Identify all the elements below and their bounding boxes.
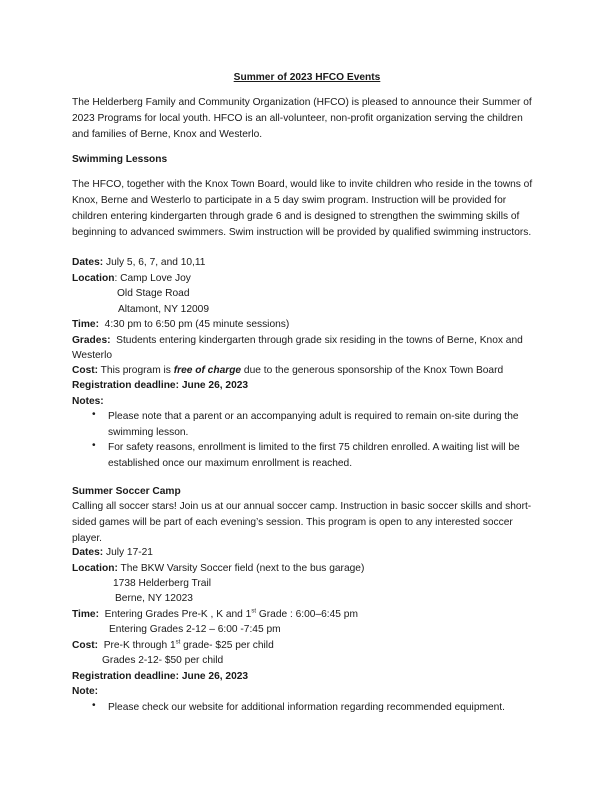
soccer-cost-line1-sup: st: [175, 639, 181, 646]
soccer-time: [72, 607, 358, 623]
soccer-time-line1-sup: st: [251, 608, 256, 615]
soccer-description: Calling all soccer stars! Join us at our annual soccer camp. Instruction in basic soccer skills and short-sided games will be part of each evening’s session. This program is open to any interested soccer player.: [72, 501, 532, 544]
swimming-location-value: : Camp Love Joy: [114, 273, 191, 284]
swimming-notes-label: Notes:: [72, 396, 104, 407]
swimming-cost-pre: This program is: [98, 365, 174, 376]
swimming-deadline: Registration deadline: June 26, 2023: [72, 380, 249, 391]
swimming-grades-value: Students entering kindergarten through grade six residing in the towns of Berne, Knox and: [110, 335, 523, 346]
soccer-cost-line1-post: grade- $25 per child: [180, 640, 274, 651]
swimming-note-1: Please note that a parent or an accompanying adult is required to remain on-site during the swimming lesson.: [108, 411, 519, 438]
soccer-dates: [72, 545, 153, 561]
swimming-dates: [72, 255, 205, 271]
swimming-cost: [72, 363, 503, 379]
soccer-cost-label: Cost:: [72, 640, 99, 651]
document-title: Summer of 2023 HFCO Events: [233, 72, 381, 83]
swimming-dates-value: July 5, 6, 7, and 10,11: [103, 257, 206, 268]
swimming-dates-label: Dates:: [72, 257, 104, 268]
soccer-dates-value: July 17-21: [103, 547, 153, 558]
swimming-grades-line2: Westerlo: [72, 350, 113, 361]
swimming-cost-emphasis: free of charge: [173, 365, 242, 376]
soccer-location-value: The BKW Varsity Soccer field (next to the bus garage): [117, 563, 365, 574]
swimming-time-value: 4:30 pm to 6:50 pm (45 minute sessions): [99, 319, 290, 330]
swimming-time: [72, 317, 289, 333]
soccer-note-label: Note:: [72, 686, 99, 697]
swimming-location-line3: Altamont, NY 12009: [118, 304, 209, 315]
soccer-cost-line1-pre: Pre-K through 1: [98, 640, 176, 651]
swimming-location: [72, 271, 191, 287]
swimming-location-line2: Old Stage Road: [117, 288, 190, 299]
bullet-icon: •: [92, 440, 96, 451]
soccer-time-line2: Entering Grades 2-12 – 6:00 -7:45 pm: [109, 624, 281, 635]
swimming-grades-label: Grades:: [72, 335, 111, 346]
swimming-cost-label: Cost:: [72, 365, 99, 376]
soccer-dates-label: Dates:: [72, 547, 104, 558]
soccer-location-line3: Berne, NY 12023: [115, 593, 193, 604]
bullet-icon: •: [92, 700, 96, 711]
swimming-location-label: Location: [72, 273, 115, 284]
bullet-icon: •: [92, 409, 96, 420]
soccer-location-label: Location:: [72, 563, 118, 574]
swimming-description: The HFCO, together with the Knox Town Board, would like to invite children who reside in the towns of Knox, Berne and Westerlo to participate in a 5 day swim program. Instruction will be provided for children entering kindergarten through grade 6 and is designed to strengthen the swimming skills of beginning to advanced swimmers. Swim instruction will be provided by qualified swimming instructors.: [72, 179, 533, 238]
swimming-time-label: Time:: [72, 319, 99, 330]
soccer-time-label: Time:: [72, 609, 99, 620]
soccer-location: [72, 561, 364, 577]
soccer-heading: Summer Soccer Camp: [72, 486, 181, 497]
swimming-grades: [72, 333, 523, 349]
swimming-cost-post: due to the generous sponsorship of the Knox Town Board: [241, 365, 504, 376]
swimming-heading: Swimming Lessons: [72, 154, 168, 165]
intro-paragraph: The Helderberg Family and Community Organization (HFCO) is pleased to announce their Summer of 2023 Programs for local youth. HFCO is an all-volunteer, non-profit organization serving the children and families of Berne, Knox and Westerlo.: [72, 97, 532, 140]
soccer-time-line1-post: Grade : 6:00–6:45 pm: [256, 609, 358, 620]
soccer-deadline: Registration deadline: June 26, 2023: [72, 671, 249, 682]
swimming-note-2: For safety reasons, enrollment is limited to the first 75 children enrolled. A waiting list will be established once our maximum enrollment is reached.: [108, 442, 520, 469]
soccer-note-1: Please check our website for additional information regarding recommended equipment.: [108, 702, 505, 713]
soccer-cost: [72, 638, 274, 654]
soccer-time-line1-pre: Entering Grades Pre-K , K and 1: [99, 609, 252, 620]
soccer-cost-line2: Grades 2-12- $50 per child: [102, 655, 224, 666]
soccer-location-line2: 1738 Helderberg Trail: [113, 578, 211, 589]
